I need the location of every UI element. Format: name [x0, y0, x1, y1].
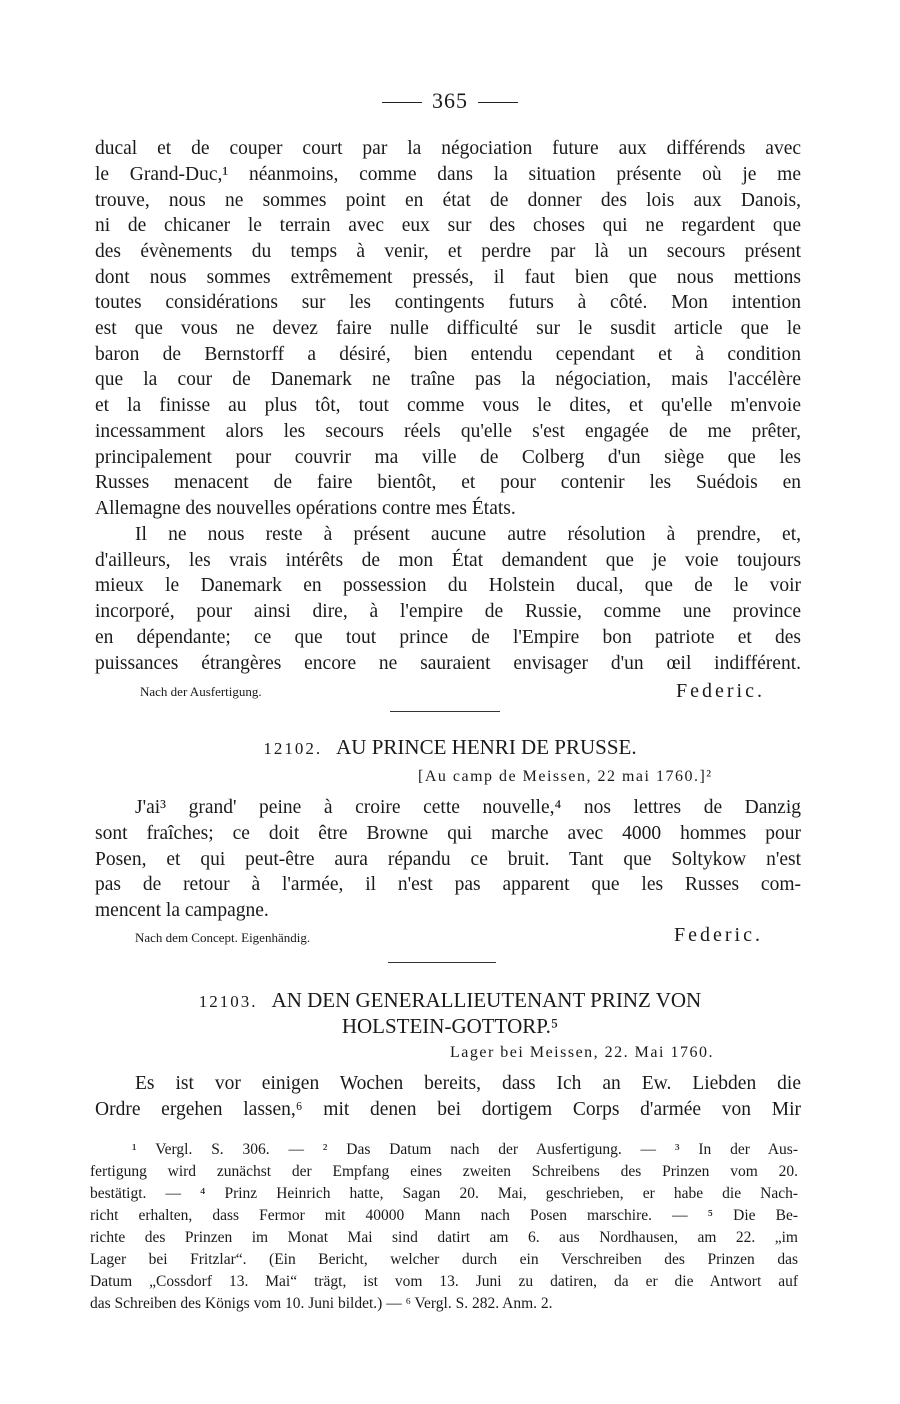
text-line: Posen, et qui peut-être aura répandu ce bruit. Tant que Soltykow n'est: [95, 849, 801, 870]
text-line: sont fraîches; ce doit être Browne qui marche avec 4000 hommes pour: [95, 823, 801, 844]
text-line: toutes considérations sur les contingents futurs à côté. Mon intention: [95, 292, 801, 313]
signature: Federic.: [676, 680, 765, 702]
text-line: dont nous sommes extrêmement pressés, il faut bien que nous mettions: [95, 267, 801, 288]
text-line: baron de Bernstorff a désiré, bien entendu cependant et à condition: [95, 344, 801, 365]
footnote-line: richte des Prinzen im Monat Mai sind datirt am 6. aus Nordhausen, am 22. „im: [90, 1229, 798, 1246]
footnote-line: ¹ Vergl. S. 306. — ² Das Datum nach der Ausfertigung. — ³ In der Aus-: [132, 1141, 798, 1158]
source-note: Nach der Ausfertigung.: [140, 684, 262, 699]
footnote-line: fertigung wird zunächst der Empfang eines zweiten Schreibens des Prinzen vom 20.: [90, 1163, 798, 1180]
letter-heading: [0, 734, 900, 762]
text-line: ducal et de couper court par la négociation future aux différends avec: [95, 138, 801, 159]
letter-heading: [0, 987, 900, 1015]
text-line: le Grand-Duc,¹ néanmoins, comme dans la situation présente où je me: [95, 164, 801, 185]
text-line: Ordre ergehen lassen,⁶ mit denen bei dortigem Corps d'armée von Mir: [95, 1099, 801, 1120]
letter-title-line1: AN DEN GENERALLIEUTENANT PRINZ VON: [271, 988, 702, 1012]
footnote-line: bestätigt. — ⁴ Prinz Heinrich hatte, Sagan 20. Mai, geschrieben, er habe die Nach-: [90, 1185, 798, 1202]
signature: Federic.: [674, 924, 763, 946]
text-line: puissances étrangères encore ne sauraient envisager d'un œil indifférent.: [95, 653, 801, 674]
text-line: Russes menacent de faire bientôt, et pour contenir les Suédois en: [95, 472, 801, 493]
source-note: Nach dem Concept. Eigenhändig.: [135, 930, 311, 945]
page-number-dash-left: [382, 102, 422, 103]
text-line: d'ailleurs, les vrais intérêts de mon État demandent que je voie toujours: [95, 550, 801, 571]
letter-dateline: Lager bei Meissen, 22. Mai 1760.: [450, 1044, 714, 1061]
text-line: et la finisse au plus tôt, tout comme vous le dites, et qu'elle m'envoie: [95, 395, 801, 416]
text-line: des évènements du temps à venir, et perdre par là un secours présent: [95, 241, 801, 262]
footnote-line: Lager bei Fritzlar“. (Ein Bericht, welcher durch ein Verschreiben des Prinzen das: [90, 1251, 798, 1268]
text-line: incorporé, pour ainsi dire, à l'empire de Russie, comme une province: [95, 601, 801, 622]
text-line: incessamment alors les secours réels qu'elle s'est engagée de me prêter,: [95, 421, 801, 442]
text-line: que la cour de Danemark ne traîne pas la négociation, mais l'accélère: [95, 369, 801, 390]
text-line: Il ne nous reste à présent aucune autre résolution à prendre, et,: [135, 524, 801, 545]
footnote-line: das Schreiben des Königs vom 10. Juni bildet.) — ⁶ Vergl. S. 282. Anm. 2.: [90, 1295, 553, 1312]
letter-dateline: [Au camp de Meissen, 22 mai 1760.]²: [418, 768, 713, 785]
letter-number: 12102.: [263, 739, 323, 758]
page-number-text: 365: [432, 88, 468, 113]
text-line: principalement pour couvrir ma ville de Colberg d'un siège que les: [95, 447, 801, 468]
text-line: Es ist vor einigen Wochen bereits, dass Ich an Ew. Liebden die: [135, 1073, 801, 1094]
page-number: [0, 88, 900, 114]
text-line: Allemagne des nouvelles opérations contre mes États.: [95, 498, 516, 519]
section-divider: [388, 962, 496, 963]
text-line: mencent la campagne.: [95, 900, 269, 921]
text-line: pas de retour à l'armée, il n'est pas apparent que les Russes com-: [95, 874, 801, 895]
page-number-dash-right: [478, 102, 518, 103]
text-line: J'ai³ grand' peine à croire cette nouvelle,⁴ nos lettres de Danzig: [135, 797, 801, 818]
footnote-line: Datum „Cossdorf 13. Mai“ trägt, ist vom 13. Juni zu datiren, da er die Antwort auf: [90, 1273, 798, 1290]
text-line: mieux le Danemark en possession du Holstein ducal, que de le voir: [95, 575, 801, 596]
text-line: en dépendante; ce que tout prince de l'Empire bon patriote et des: [95, 627, 801, 648]
footnote-line: richt erhalten, dass Fermor mit 40000 Mann nach Posen marschire. — ⁵ Die Be-: [90, 1207, 798, 1224]
text-line: est que vous ne devez faire nulle difficulté sur le susdit article que le: [95, 318, 801, 339]
text-line: trouve, nous ne sommes point en état de donner des lois aux Danois,: [95, 190, 801, 211]
text-line: ni de chicaner le terrain avec eux sur des choses qui ne regardent que: [95, 215, 801, 236]
letter-title-line2: HOLSTEIN-GOTTORP.⁵: [341, 1014, 559, 1038]
letter-number: 12103.: [198, 992, 258, 1011]
section-divider: [390, 711, 500, 712]
letter-title: AU PRINCE HENRI DE PRUSSE.: [336, 735, 637, 759]
